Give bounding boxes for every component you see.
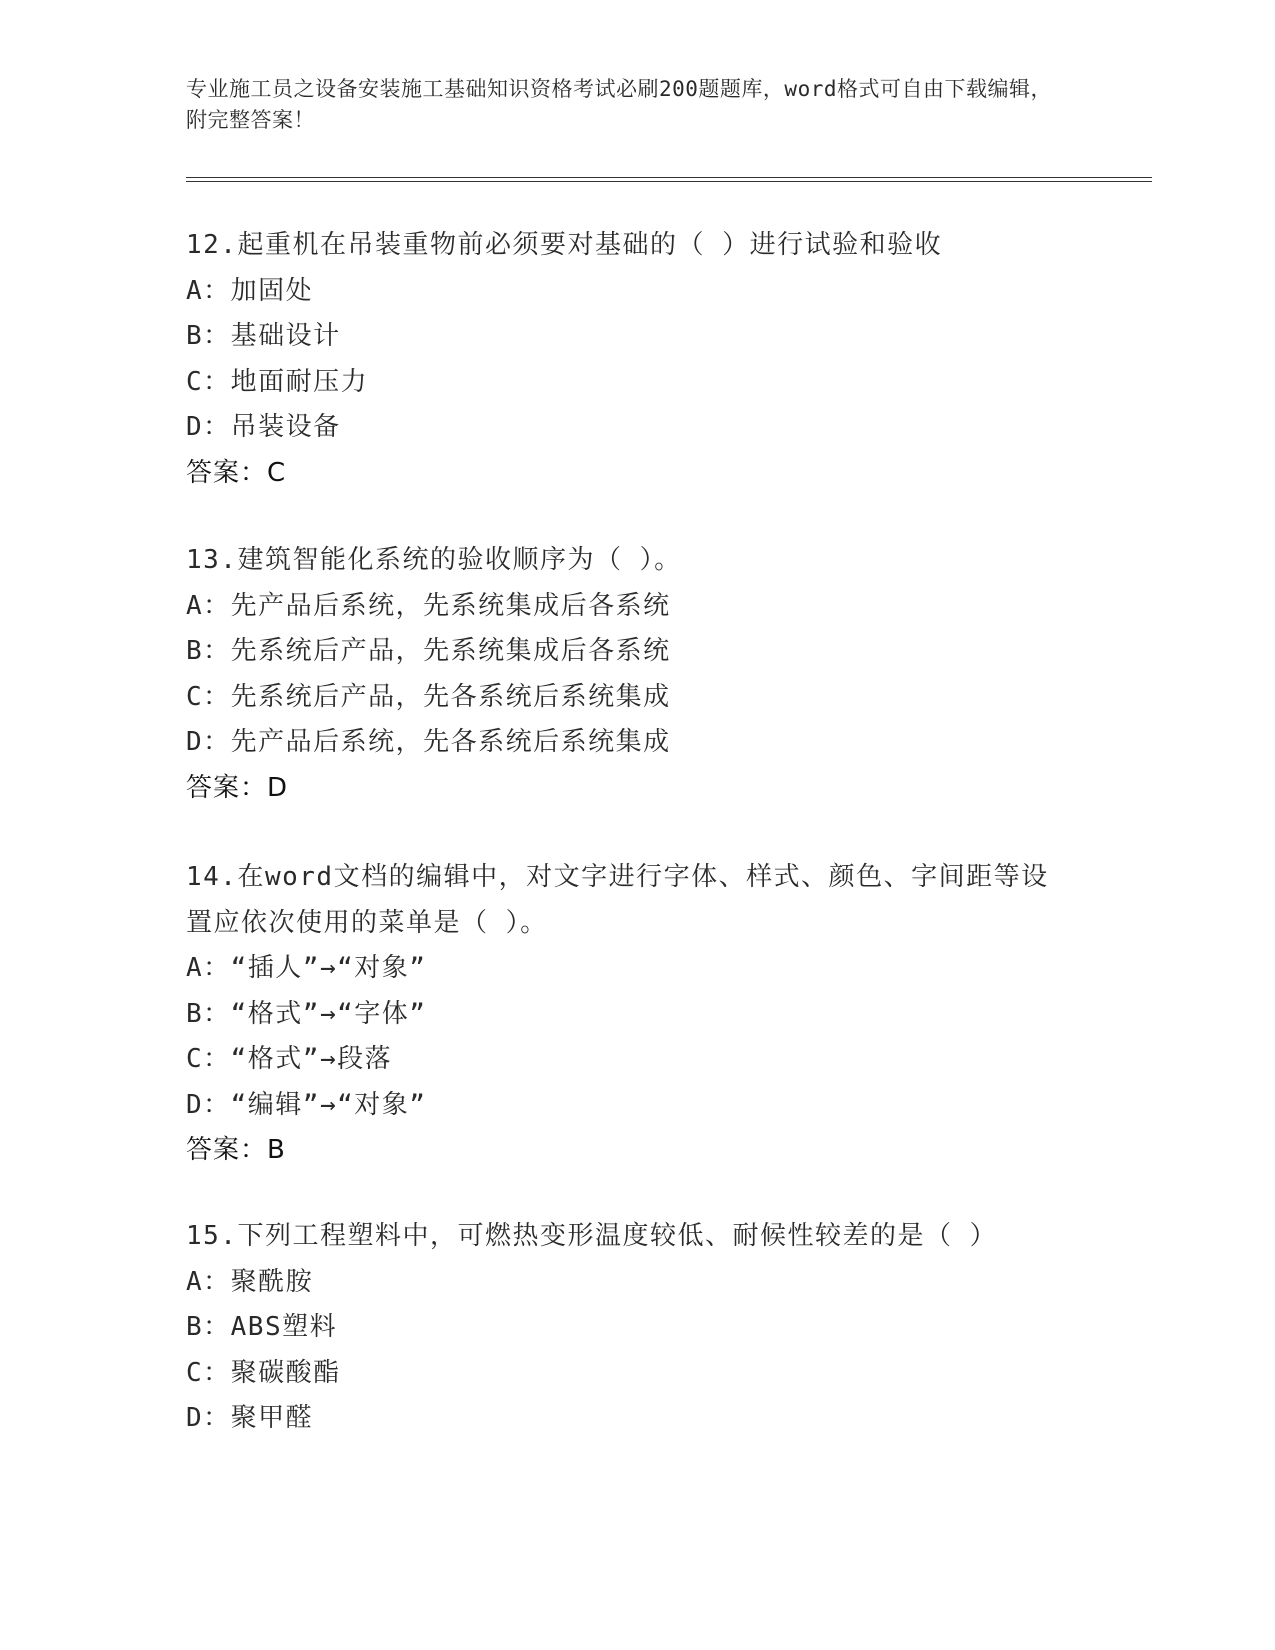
answer-line — [186, 451, 1086, 497]
option-c: C：聚碳酸酯 — [186, 1357, 341, 1388]
question-15 — [186, 1214, 1086, 1442]
question-stem: 15.下列工程塑料中，可燃热变形温度较低、耐候性较差的是（ ） — [186, 1221, 998, 1251]
option-d: D：聚甲醛 — [186, 1403, 314, 1433]
answer-line — [186, 1128, 1066, 1174]
answer-line — [186, 766, 1086, 812]
answer-value: D — [267, 772, 288, 803]
option-d: D：吊装设备 — [186, 412, 341, 442]
answer-value: B — [267, 1135, 285, 1165]
answer-label: 答案： — [186, 1135, 268, 1165]
answer-label: 答案： — [186, 772, 268, 803]
option-d: D：先产品后系统，先各系统后系统集成 — [186, 727, 671, 757]
option-d: D：“编辑”→“对象” — [186, 1089, 427, 1120]
option-a: A：聚酰胺 — [186, 1266, 314, 1297]
question-13 — [186, 538, 1086, 811]
question-stem: 14.在word文档的编辑中，对文字进行字体、样式、颜色、字间距等设置应依次使用的菜单是（ ）。 — [186, 862, 1049, 938]
answer-value: C — [267, 457, 286, 488]
question-14 — [186, 855, 1066, 1174]
question-stem: 12.起重机在吊装重物前必须要对基础的（ ）进行试验和验收 — [186, 230, 943, 260]
option-b: B：“格式”→“字体” — [186, 998, 427, 1029]
option-c: C：地面耐压力 — [186, 366, 369, 397]
option-c: C：“格式”→段落 — [186, 1044, 393, 1074]
answer-label: 答案： — [186, 457, 268, 488]
option-b: B：ABS塑料 — [186, 1312, 338, 1342]
option-b: B：基础设计 — [186, 321, 341, 351]
option-a: A：先产品后系统，先系统集成后各系统 — [186, 590, 671, 621]
question-stem: 13.建筑智能化系统的验收顺序为（ ）。 — [186, 545, 682, 575]
option-a: A：加固处 — [186, 275, 314, 306]
option-c: C：先系统后产品，先各系统后系统集成 — [186, 681, 671, 712]
header-divider — [186, 177, 1152, 182]
document-header — [186, 74, 1066, 136]
header-title: 专业施工员之设备安装施工基础知识资格考试必刷200题题库，word格式可自由下载编辑，附完整答案！ — [186, 77, 1052, 132]
option-a: A：“插人”→“对象” — [186, 953, 427, 983]
question-12 — [186, 223, 1086, 496]
option-b: B：先系统后产品，先系统集成后各系统 — [186, 636, 671, 666]
